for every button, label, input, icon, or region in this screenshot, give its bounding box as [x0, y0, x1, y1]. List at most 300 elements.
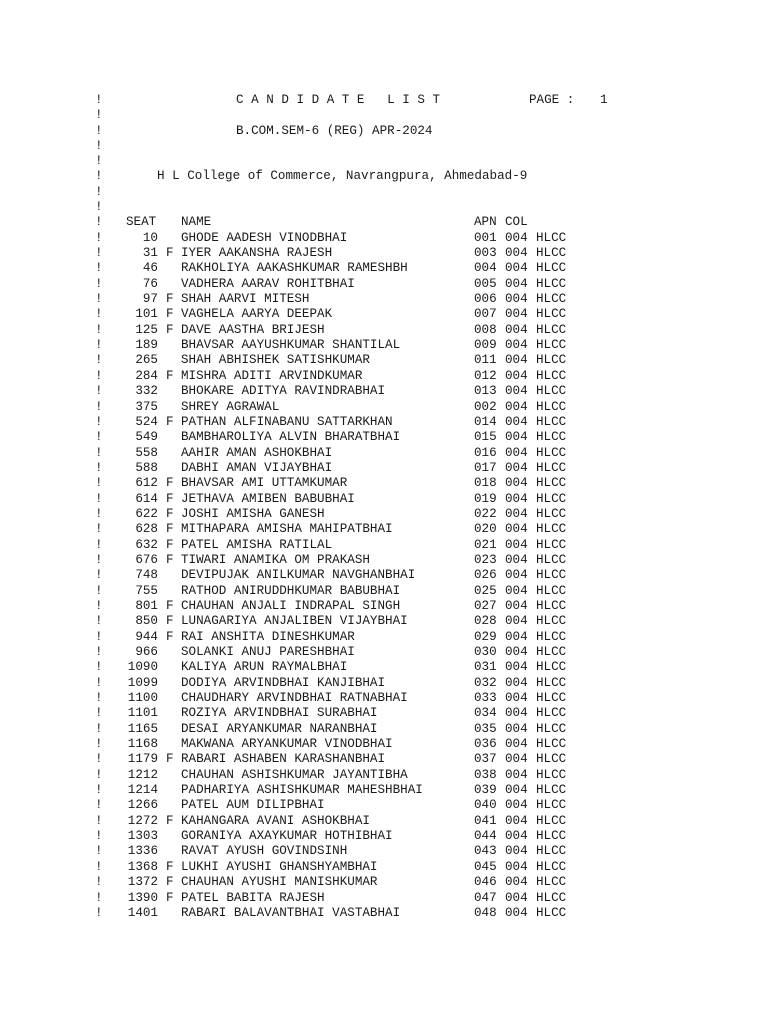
table-row [95, 629, 567, 645]
apn-cell: 038 [474, 767, 497, 782]
apn-cell: 008 [474, 322, 497, 337]
college-code-cell: HLCC [536, 491, 567, 506]
page-label: PAGE : [529, 93, 575, 107]
gender-cell: F [166, 537, 174, 552]
seat-cell: 748 [135, 568, 158, 583]
name-cell: PATEL AUM DILIPBHAI [181, 798, 325, 813]
seat-cell: 1390 [127, 890, 158, 905]
margin-mark: ! [95, 537, 103, 552]
name-cell: MAKWANA ARYANKUMAR VINODBHAI [181, 737, 393, 752]
gender-cell: F [166, 307, 174, 322]
name-cell: LUNAGARIYA ANJALIBEN VIJAYBHAI [181, 614, 408, 629]
apn-cell: 043 [474, 844, 497, 859]
seat-cell: 632 [135, 537, 158, 552]
name-cell: BAMBHAROLIYA ALVIN BHARATBHAI [181, 430, 401, 445]
col-cell: 004 [505, 353, 528, 368]
apn-cell: 011 [474, 353, 497, 368]
seat-cell: 1372 [127, 875, 158, 890]
seat-cell: 1303 [127, 829, 158, 844]
margin-mark: ! [95, 522, 103, 537]
college-code-cell: HLCC [536, 353, 567, 368]
apn-cell: 033 [474, 691, 497, 706]
apn-cell: 048 [474, 905, 497, 920]
table-row [95, 430, 567, 445]
name-cell: GHODE AADESH VINODBHAI [181, 230, 348, 245]
col-cell: 004 [505, 844, 528, 859]
col-cell: 004 [505, 721, 528, 736]
table-row [95, 706, 567, 721]
table-row [95, 783, 567, 798]
table-row [95, 890, 567, 906]
college-code-cell: HLCC [536, 875, 567, 890]
apn-cell: 039 [474, 783, 497, 798]
table-row [95, 338, 567, 353]
gender-cell: F [166, 552, 174, 567]
table-row [95, 384, 567, 399]
column-header-row [95, 215, 528, 230]
seat-cell: 1401 [127, 905, 158, 920]
apn-cell: 002 [474, 399, 497, 414]
col-cell: 004 [505, 368, 528, 383]
name-cell: MITHAPARA AMISHA MAHIPATBHAI [181, 522, 393, 537]
college-code-cell: HLCC [536, 675, 567, 690]
college-code-cell: HLCC [536, 844, 567, 859]
seat-cell: 801 [135, 598, 158, 613]
college-code-cell: HLCC [536, 798, 567, 813]
college-code-cell: HLCC [536, 476, 567, 491]
seat-cell: 1368 [127, 859, 158, 874]
college-code-cell: HLCC [536, 246, 567, 261]
col-cell: 004 [505, 491, 528, 506]
margin-mark: ! [95, 844, 103, 859]
margin-mark: ! [95, 890, 103, 905]
name-cell: CHAUHAN ANJALI INDRAPAL SINGH [181, 598, 401, 613]
column-header-col: COL [505, 215, 528, 230]
col-cell: 004 [505, 292, 528, 307]
margin-mark: ! [95, 399, 103, 414]
seat-cell: 614 [135, 491, 158, 506]
apn-cell: 001 [474, 230, 497, 245]
blank-line [95, 108, 125, 123]
college-code-cell: HLCC [536, 614, 567, 629]
margin-mark: ! [95, 353, 103, 368]
seat-cell: 549 [135, 430, 158, 445]
name-cell: RABARI ASHABEN KARASHANBHAI [181, 752, 386, 767]
table-row [95, 399, 567, 415]
apn-cell: 022 [474, 506, 497, 521]
college-code-cell: HLCC [536, 506, 567, 521]
col-cell: 004 [505, 384, 528, 399]
seat-cell: 622 [135, 506, 158, 521]
seat-cell: 1101 [127, 706, 158, 721]
col-cell: 004 [505, 890, 528, 905]
name-cell: DODIYA ARVINDBHAI KANJIBHAI [181, 675, 386, 690]
margin-mark: ! [95, 169, 103, 184]
col-cell: 004 [505, 783, 528, 798]
col-cell: 004 [505, 675, 528, 690]
college-code-cell: HLCC [536, 583, 567, 598]
column-header-name: NAME [181, 215, 212, 230]
table-row [95, 675, 567, 691]
apn-cell: 016 [474, 445, 497, 460]
seat-cell: 1099 [127, 675, 158, 690]
seat-cell: 101 [135, 307, 158, 322]
apn-cell: 032 [474, 675, 497, 690]
margin-mark: ! [95, 93, 103, 107]
table-row [95, 307, 567, 322]
gender-cell: F [166, 246, 174, 261]
margin-mark: ! [95, 230, 103, 245]
college-code-cell: HLCC [536, 829, 567, 844]
document-title: C A N D I D A T E L I S T [236, 93, 441, 107]
college-code-cell: HLCC [536, 568, 567, 583]
margin-mark: ! [95, 783, 103, 798]
col-cell: 004 [505, 905, 528, 920]
candidate-list-document [95, 93, 608, 921]
table-row [95, 476, 567, 491]
name-cell: KALIYA ARUN RAYMALBHAI [181, 660, 348, 675]
margin-mark: ! [95, 368, 103, 383]
college-code-cell: HLCC [536, 552, 567, 567]
college-code-cell: HLCC [536, 460, 567, 475]
gender-cell: F [166, 598, 174, 613]
table-row [95, 844, 567, 859]
table-row [95, 506, 567, 522]
name-cell: RAI ANSHITA DINESHKUMAR [181, 629, 355, 644]
margin-mark: ! [95, 476, 103, 491]
college-code-cell: HLCC [536, 399, 567, 414]
seat-cell: 966 [135, 645, 158, 659]
col-cell: 004 [505, 752, 528, 767]
name-cell: CHAUHAN AYUSHI MANISHKUMAR [181, 875, 378, 890]
margin-mark: ! [95, 568, 103, 583]
col-cell: 004 [505, 859, 528, 874]
seat-cell: 1266 [127, 798, 158, 813]
col-cell: 004 [505, 629, 528, 644]
name-cell: BHAVSAR AAYUSHKUMAR SHANTILAL [181, 338, 401, 353]
margin-mark: ! [95, 384, 103, 399]
margin-mark: ! [95, 276, 103, 291]
apn-cell: 028 [474, 614, 497, 629]
name-cell: LUKHI AYUSHI GHANSHYAMBHAI [181, 859, 378, 874]
col-cell: 004 [505, 552, 528, 567]
apn-cell: 017 [474, 460, 497, 475]
col-cell: 004 [505, 414, 528, 429]
table-row [95, 353, 567, 368]
seat-cell: 628 [135, 522, 158, 537]
col-cell: 004 [505, 399, 528, 414]
college-code-cell: HLCC [536, 752, 567, 767]
col-cell: 004 [505, 476, 528, 491]
table-row [95, 261, 567, 276]
college-name: H L College of Commerce, Navrangpura, Ahmedabad-9 [157, 169, 528, 184]
col-cell: 004 [505, 568, 528, 583]
name-cell: KAHANGARA AVANI ASHOKBHAI [181, 813, 370, 828]
name-cell: PATHAN ALFINABANU SATTARKHAN [181, 414, 393, 429]
col-cell: 004 [505, 230, 528, 245]
col-cell: 004 [505, 829, 528, 844]
name-cell: CHAUDHARY ARVINDBHAI RATNABHAI [181, 691, 408, 706]
college-code-cell: HLCC [536, 522, 567, 537]
name-cell: JOSHI AMISHA GANESH [181, 506, 325, 521]
college-code-cell: HLCC [536, 261, 567, 276]
col-cell: 004 [505, 583, 528, 598]
seat-cell: 1212 [127, 767, 158, 782]
title-line [95, 93, 608, 108]
apn-cell: 034 [474, 706, 497, 721]
margin-mark: ! [95, 583, 103, 598]
college-code-cell: HLCC [536, 445, 567, 460]
gender-cell: F [166, 875, 174, 890]
col-cell: 004 [505, 522, 528, 537]
apn-cell: 007 [474, 307, 497, 322]
name-cell: SOLANKI ANUJ PARESHBHAI [181, 645, 355, 659]
blank-line [95, 154, 125, 169]
name-cell: JETHAVA AMIBEN BABUBHAI [181, 491, 355, 506]
table-row [95, 875, 567, 890]
college-code-cell: HLCC [536, 629, 567, 644]
margin-mark: ! [95, 430, 103, 445]
gender-cell: F [166, 322, 174, 337]
col-cell: 004 [505, 261, 528, 276]
college-code-cell: HLCC [536, 276, 567, 291]
seat-cell: 612 [135, 476, 158, 491]
table-row [95, 645, 567, 660]
col-cell: 004 [505, 460, 528, 475]
college-code-cell: HLCC [536, 691, 567, 706]
apn-cell: 046 [474, 875, 497, 890]
table-row [95, 767, 567, 783]
table-row [95, 460, 567, 476]
apn-cell: 009 [474, 338, 497, 353]
apn-cell: 040 [474, 798, 497, 813]
table-row [95, 414, 567, 430]
gender-cell: F [166, 491, 174, 506]
table-row [95, 691, 567, 706]
apn-cell: 026 [474, 568, 497, 583]
apn-cell: 003 [474, 246, 497, 261]
col-cell: 004 [505, 813, 528, 828]
college-code-cell: HLCC [536, 414, 567, 429]
col-cell: 004 [505, 614, 528, 629]
blank-line [95, 200, 125, 215]
apn-cell: 031 [474, 660, 497, 675]
margin-mark: ! [95, 184, 103, 199]
margin-mark: ! [95, 123, 103, 138]
college-code-cell: HLCC [536, 706, 567, 721]
col-cell: 004 [505, 430, 528, 445]
apn-cell: 029 [474, 629, 497, 644]
col-cell: 004 [505, 246, 528, 261]
name-cell: GORANIYA AXAYKUMAR HOTHIBHAI [181, 829, 393, 844]
table-row [95, 813, 567, 829]
college-code-cell: HLCC [536, 322, 567, 337]
exam-title: B.COM.SEM-6 (REG) APR-2024 [236, 123, 433, 138]
margin-mark: ! [95, 829, 103, 844]
col-cell: 004 [505, 767, 528, 782]
apn-cell: 023 [474, 552, 497, 567]
name-cell: SHAH ABHISHEK SATISHKUMAR [181, 353, 370, 368]
seat-cell: 1214 [127, 783, 158, 798]
gender-cell: F [166, 890, 174, 905]
college-code-cell: HLCC [536, 721, 567, 736]
apn-cell: 035 [474, 721, 497, 736]
exam-line [95, 123, 433, 139]
name-cell: SHAH AARVI MITESH [181, 292, 310, 307]
name-cell: PATEL BABITA RAJESH [181, 890, 325, 905]
table-row [95, 246, 567, 261]
apn-cell: 014 [474, 414, 497, 429]
blank-line [95, 185, 125, 200]
college-code-cell: HLCC [536, 813, 567, 828]
column-header-apn: APN [474, 215, 497, 230]
seat-cell: 1179 [127, 752, 158, 767]
apn-cell: 025 [474, 583, 497, 598]
apn-cell: 047 [474, 890, 497, 905]
name-cell: TIWARI ANAMIKA OM PRAKASH [181, 552, 370, 567]
apn-cell: 012 [474, 368, 497, 383]
table-row [95, 537, 567, 553]
margin-mark: ! [95, 752, 103, 767]
margin-mark: ! [95, 798, 103, 813]
name-cell: BHOKARE ADITYA RAVINDRABHAI [181, 384, 386, 399]
page-number: 1 [600, 93, 608, 107]
seat-cell: 375 [135, 399, 158, 414]
name-cell: VAGHELA AARYA DEEPAK [181, 307, 333, 322]
col-cell: 004 [505, 875, 528, 890]
margin-mark: ! [95, 905, 103, 920]
seat-cell: 46 [142, 261, 158, 276]
college-code-cell: HLCC [536, 307, 567, 322]
name-cell: PADHARIYA ASHISHKUMAR MAHESHBHAI [181, 783, 423, 798]
table-row [95, 859, 567, 875]
table-row [95, 230, 567, 246]
margin-mark: ! [95, 875, 103, 890]
name-cell: SHREY AGRAWAL [181, 399, 280, 414]
margin-mark: ! [95, 292, 103, 307]
margin-mark: ! [95, 322, 103, 337]
name-cell: DABHI AMAN VIJAYBHAI [181, 460, 333, 475]
apn-cell: 021 [474, 537, 497, 552]
college-code-cell: HLCC [536, 230, 567, 245]
margin-mark: ! [95, 629, 103, 644]
name-cell: PATEL AMISHA RATILAL [181, 537, 333, 552]
col-cell: 004 [505, 276, 528, 291]
margin-mark: ! [95, 614, 103, 629]
seat-cell: 558 [135, 445, 158, 460]
apn-cell: 006 [474, 292, 497, 307]
table-row [95, 829, 567, 844]
table-row [95, 445, 567, 461]
seat-cell: 10 [142, 230, 158, 245]
apn-cell: 005 [474, 276, 497, 291]
margin-mark: ! [95, 721, 103, 736]
seat-cell: 97 [142, 292, 158, 307]
table-row [95, 568, 567, 583]
name-cell: AAHIR AMAN ASHOKBHAI [181, 445, 333, 460]
college-code-cell: HLCC [536, 537, 567, 552]
seat-cell: 1165 [127, 721, 158, 736]
apn-cell: 045 [474, 859, 497, 874]
name-cell: VADHERA AARAV ROHITBHAI [181, 276, 355, 291]
college-code-cell: HLCC [536, 292, 567, 307]
seat-cell: 1090 [127, 660, 158, 675]
margin-mark: ! [95, 813, 103, 828]
col-cell: 004 [505, 660, 528, 675]
col-cell: 004 [505, 506, 528, 521]
seat-cell: 189 [135, 338, 158, 353]
margin-mark: ! [95, 215, 103, 230]
name-cell: DESAI ARYANKUMAR NARANBHAI [181, 721, 378, 736]
gender-cell: F [166, 476, 174, 491]
col-cell: 004 [505, 645, 528, 659]
seat-cell: 284 [135, 368, 158, 383]
apn-cell: 037 [474, 752, 497, 767]
col-cell: 004 [505, 706, 528, 721]
col-cell: 004 [505, 691, 528, 706]
seat-cell: 125 [135, 322, 158, 337]
gender-cell: F [166, 629, 174, 644]
gender-cell: F [166, 614, 174, 629]
gender-cell: F [166, 752, 174, 767]
margin-mark: ! [95, 491, 103, 506]
margin-mark: ! [95, 859, 103, 874]
college-code-cell: HLCC [536, 368, 567, 383]
college-code-cell: HLCC [536, 783, 567, 798]
name-cell: RABARI BALAVANTBHAI VASTABHAI [181, 905, 401, 920]
margin-mark: ! [95, 460, 103, 475]
margin-mark: ! [95, 246, 103, 261]
apn-cell: 036 [474, 737, 497, 752]
col-cell: 004 [505, 598, 528, 613]
name-cell: DEVIPUJAK ANILKUMAR NAVGHANBHAI [181, 568, 416, 583]
margin-mark: ! [95, 737, 103, 752]
apn-cell: 013 [474, 384, 497, 399]
seat-cell: 332 [135, 384, 158, 399]
name-cell: CHAUHAN ASHISHKUMAR JAYANTIBHA [181, 767, 408, 782]
col-cell: 004 [505, 322, 528, 337]
margin-mark: ! [95, 445, 103, 460]
seat-cell: 1168 [127, 737, 158, 752]
margin-mark: ! [95, 200, 103, 215]
margin-mark: ! [95, 598, 103, 613]
apn-cell: 004 [474, 261, 497, 276]
margin-mark: ! [95, 660, 103, 675]
gender-cell: F [166, 368, 174, 383]
college-code-cell: HLCC [536, 737, 567, 752]
margin-mark: ! [95, 552, 103, 567]
seat-cell: 1100 [127, 691, 158, 706]
seat-cell: 755 [135, 583, 158, 598]
college-code-cell: HLCC [536, 660, 567, 675]
table-row [95, 905, 567, 921]
col-cell: 004 [505, 307, 528, 322]
college-code-cell: HLCC [536, 890, 567, 905]
seat-cell: 265 [135, 353, 158, 368]
table-row [95, 737, 567, 752]
col-cell: 004 [505, 737, 528, 752]
table-row [95, 522, 567, 537]
col-cell: 004 [505, 445, 528, 460]
table-row [95, 322, 567, 338]
candidate-rows [95, 230, 567, 921]
apn-cell: 018 [474, 476, 497, 491]
table-row [95, 752, 567, 767]
margin-mark: ! [95, 261, 103, 276]
college-code-cell: HLCC [536, 338, 567, 353]
name-cell: RAVAT AYUSH GOVINDSINH [181, 844, 348, 859]
margin-mark: ! [95, 706, 103, 721]
